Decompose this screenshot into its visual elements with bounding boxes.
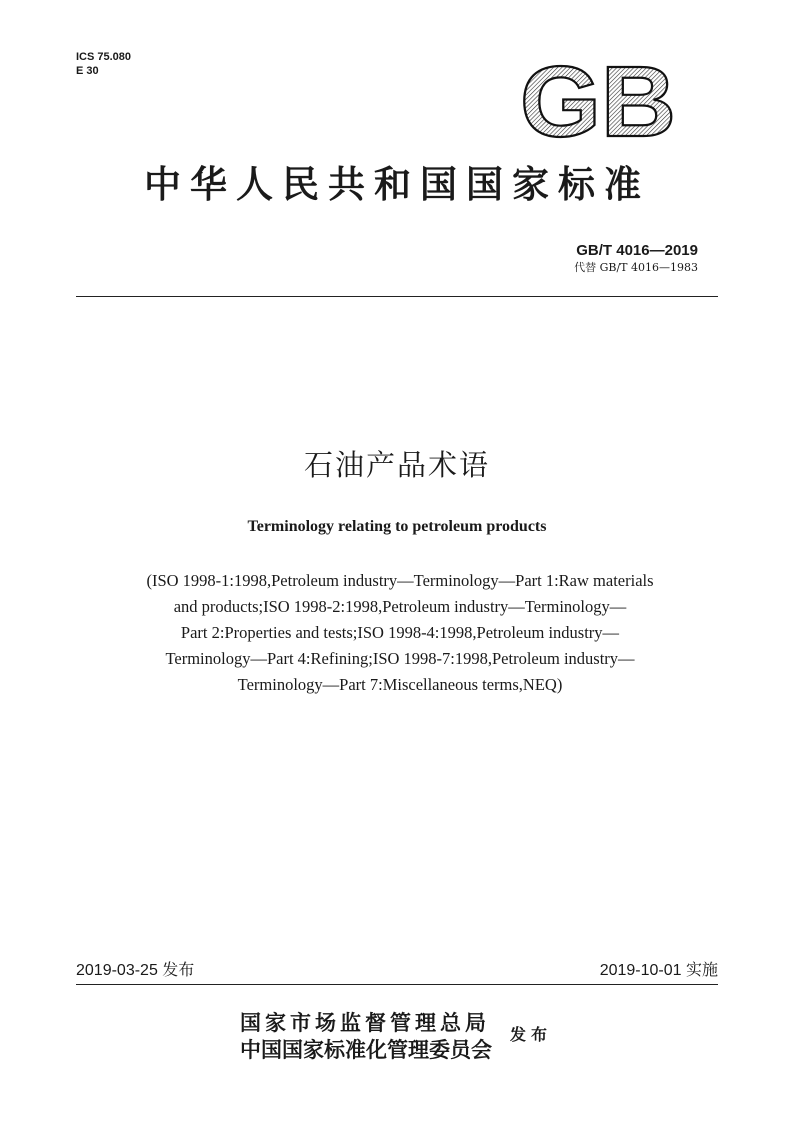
reference-line: Terminology—Part 7:Miscellaneous terms,NEQ) [237,675,563,694]
reference-line: Terminology—Part 4:Refining;ISO 1998-7:1998,Petroleum industry— [165,649,635,668]
replaced-standard: 代替 GB/T 4016—1983 [574,261,698,274]
gb-logo [518,60,678,142]
publish-action: 发布 [510,1025,553,1044]
top-divider [76,296,718,297]
standard-type-title: 中华人民共和国国家标准 [144,163,650,206]
reference-line: Part 2:Properties and tests;ISO 1998-4:1998,Petroleum industry— [180,623,620,642]
gb-logo-text: GB [520,60,676,142]
document-title-chinese: 石油产品术语 [303,448,490,482]
reference-line: (ISO 1998-1:1998,Petroleum industry—Terminology—Part 1:Raw materials [146,571,654,590]
bottom-divider [76,984,718,985]
document-title-english: Terminology relating to petroleum products [247,518,547,535]
standard-code-block [574,242,698,275]
reference-line: and products;ISO 1998-2:1998,Petroleum industry—Terminology— [173,597,627,616]
iso-reference [80,568,720,698]
ccs-code: E 30 [76,65,99,77]
publisher-line-1: 国家市场监督管理总局 [240,1011,490,1035]
implement-date: 2019-10-01 实施 [599,962,718,979]
classification-codes [76,50,131,78]
standard-number: GB/T 4016—2019 [576,242,698,259]
ics-code: ICS 75.080 [76,51,132,63]
publish-date: 2019-03-25 发布 [76,962,195,979]
publisher-block [240,1010,492,1064]
publisher-line-2: 中国国家标准化管理委员会 [240,1038,492,1062]
